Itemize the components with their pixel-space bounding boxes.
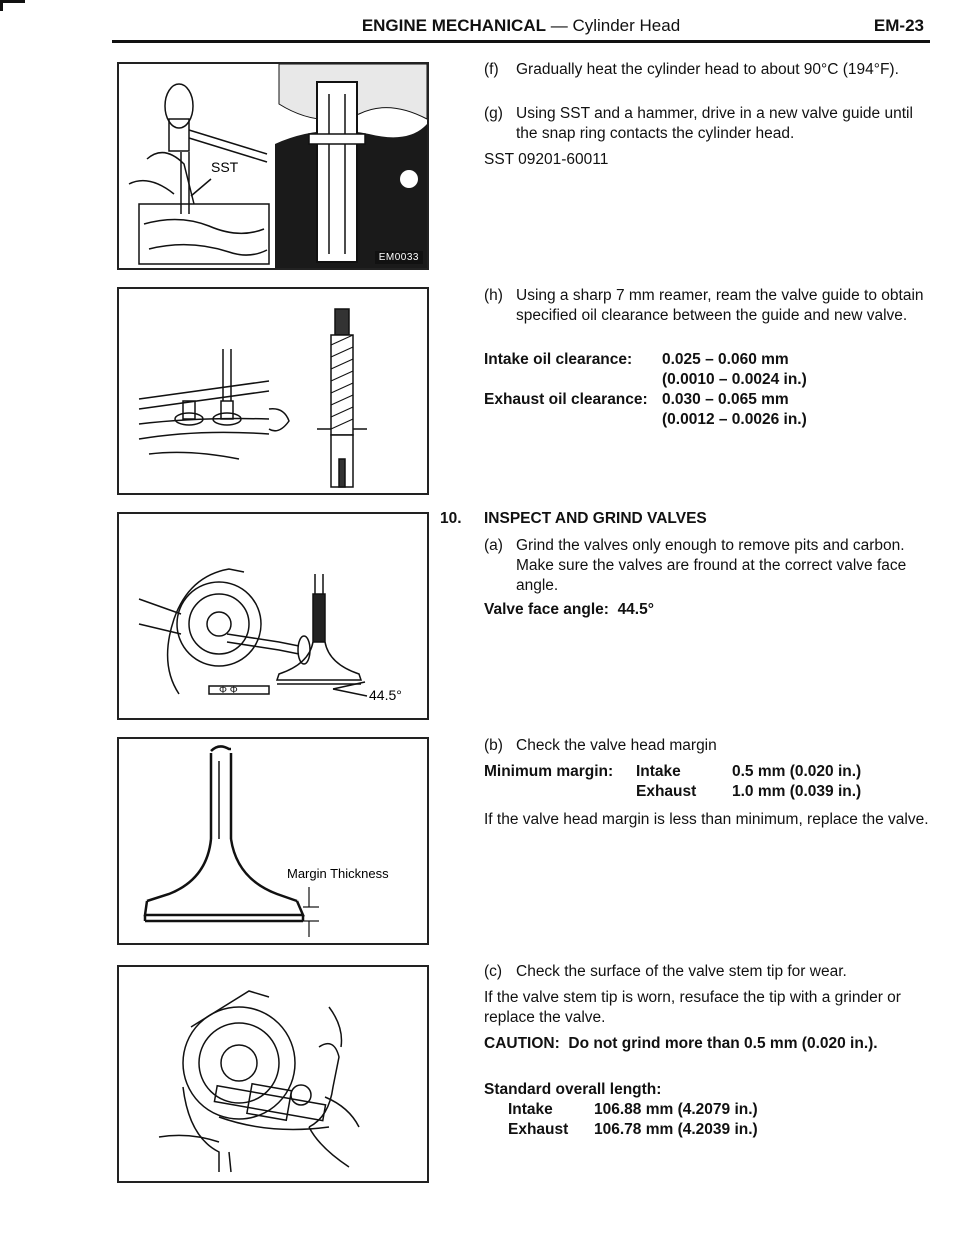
caution	[484, 1034, 934, 1054]
step-a-label: (a)	[484, 537, 503, 554]
overall-length-exhaust-label: Exhaust	[508, 1121, 569, 1138]
caution-text: Do not grind more than 0.5 mm (0.020 in.).	[568, 1035, 878, 1052]
step-a	[484, 536, 934, 596]
illustration-valve-margin	[119, 739, 427, 943]
margin-exhaust-label: Exhaust	[636, 783, 697, 800]
step-c-text: Check the surface of the valve stem tip for wear.	[516, 963, 847, 980]
exhaust-clearance-in: (0.0012 – 0.0026 in.)	[662, 411, 807, 428]
margin-note	[484, 810, 934, 830]
figure-valve-stem-grinding	[117, 965, 429, 1183]
step-g-text: Using SST and a hammer, drive in a new valve guide until the snap ring contacts the cylinder head.	[516, 105, 913, 142]
section-10-number: 10.	[440, 510, 462, 527]
page-number: EM-23	[873, 16, 924, 35]
header-title	[112, 16, 930, 36]
section-10-title: INSPECT AND GRIND VALVES	[484, 510, 707, 527]
step-g	[484, 104, 934, 144]
step-f-label: (f)	[484, 61, 499, 78]
step-h-text: Using a sharp 7 mm reamer, ream the valve guide to obtain specified oil clearance between the guide and new valve.	[516, 287, 924, 324]
header-separator: —	[545, 16, 573, 35]
margin-intake-value: 0.5 mm (0.020 in.)	[732, 763, 862, 780]
margin-label: Minimum margin:	[484, 763, 614, 780]
header-subsection: Cylinder Head	[572, 16, 681, 35]
step-f	[484, 60, 934, 80]
corner-crop-mark	[0, 0, 25, 11]
intake-clearance-in: (0.0010 – 0.0024 in.)	[662, 371, 807, 388]
step-c-label: (c)	[484, 963, 503, 980]
illustration-reamer	[119, 289, 427, 493]
margin-thickness-callout: Margin Thickness	[287, 866, 389, 881]
sst-number	[484, 150, 934, 170]
sst-number-text: SST 09201-60011	[484, 151, 609, 168]
header-section: ENGINE MECHANICAL	[361, 16, 546, 35]
figure-reamer	[117, 287, 429, 495]
illustration-stem-tip-grinder	[119, 967, 427, 1181]
stem-note	[484, 988, 934, 1028]
margin-spec	[484, 762, 934, 802]
step-h	[484, 286, 934, 326]
intake-clearance-mm: 0.025 – 0.060 mm	[662, 351, 789, 368]
figure-margin-thickness	[117, 737, 429, 945]
step-b-text: Check the valve head margin	[516, 737, 717, 754]
overall-length-intake-label: Intake	[508, 1101, 553, 1118]
overall-length-exhaust-value: 106.78 mm (4.2039 in.)	[594, 1121, 758, 1138]
valve-face-angle-value: 44.5°	[617, 601, 654, 618]
oil-clearance-spec	[484, 350, 934, 430]
intake-clearance-label: Intake oil clearance:	[484, 351, 633, 368]
caution-label: CAUTION:	[484, 1035, 560, 1052]
overall-length-intake-value: 106.88 mm (4.2079 in.)	[594, 1101, 758, 1118]
valve-face-angle-label: Valve face angle:	[484, 601, 609, 618]
figure-code: EM0033	[375, 251, 423, 264]
exhaust-clearance-mm: 0.030 – 0.065 mm	[662, 391, 789, 408]
header-rule	[112, 40, 930, 43]
illustration-valve-refacer	[119, 514, 427, 718]
overall-length-spec	[484, 1080, 934, 1140]
valve-face-angle-callout: 44.5°	[369, 687, 402, 703]
step-b	[484, 736, 934, 756]
step-h-label: (h)	[484, 287, 503, 304]
margin-intake-label: Intake	[636, 763, 681, 780]
stem-note-text: If the valve stem tip is worn, resuface the tip with a grinder or replace the valve.	[484, 989, 901, 1026]
illustration-valve-guide-install	[119, 64, 427, 268]
margin-note-text: If the valve head margin is less than minimum, replace the valve.	[484, 811, 929, 828]
step-c	[484, 962, 934, 982]
exhaust-clearance-label: Exhaust oil clearance:	[484, 391, 648, 408]
valve-face-angle-spec	[484, 600, 934, 620]
figure-valve-guide-install	[117, 62, 429, 270]
step-a-text: Grind the valves only enough to remove pits and carbon. Make sure the valves are fround at the correct valve face angle.	[516, 537, 907, 594]
page-header	[112, 14, 930, 42]
svg-text:Φ Φ: Φ Φ	[219, 685, 238, 696]
step-b-label: (b)	[484, 737, 503, 754]
step-g-label: (g)	[484, 105, 503, 122]
sst-callout: SST	[211, 159, 239, 175]
margin-exhaust-value: 1.0 mm (0.039 in.)	[732, 783, 862, 800]
overall-length-title: Standard overall length:	[484, 1081, 662, 1098]
figure-valve-face-angle	[117, 512, 429, 720]
step-f-text: Gradually heat the cylinder head to about 90°C (194°F).	[516, 61, 899, 78]
